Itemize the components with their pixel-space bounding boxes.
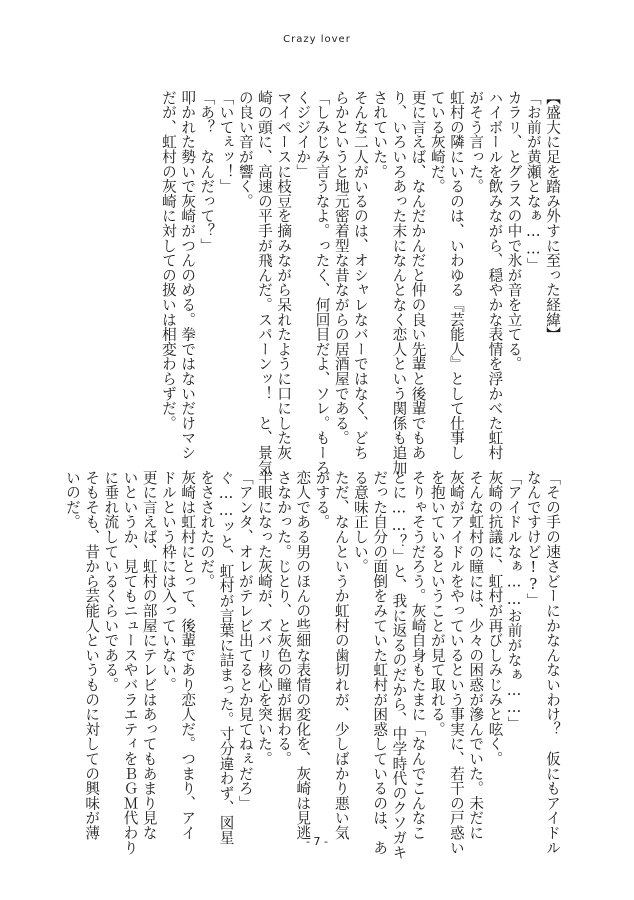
text-line: の良い音が響く。 [236, 90, 254, 209]
page-number: - 7 - [306, 835, 328, 848]
text-line: に垂れ流しているくらいである。 [102, 470, 120, 692]
text-line: いというか、見てもニュースやバラエティをＢＧＭ代わり [121, 470, 139, 855]
text-line: ただ、なんというか虹村の歯切れが、少しばかり悪い気 [332, 470, 350, 840]
running-header: Crazy lover [283, 34, 351, 45]
text-line: 「アンタ、オレがテレビ出てるとか見てねぇだろ」 [236, 470, 254, 811]
text-line: カラリ、とグラスの中で氷が音を立てる。 [505, 90, 523, 372]
section-heading: 【盛大に足を踏み外すに至った経緯】 [544, 90, 561, 342]
text-line: 半眼になった灰崎が、ズバリ核心を突いた。 [255, 470, 273, 766]
text-line: さなかった。じとり、と灰色の瞳が据わる。 [275, 470, 293, 766]
lower-text-block [63, 470, 562, 860]
text-line: そもそも、昔から芸能人というものに対しての興味が薄 [83, 470, 101, 840]
text-line: ぐ……ッと、虹村が言葉に詰まった。寸分違わず、図星 [217, 470, 235, 845]
text-line: がそう言った。 [467, 90, 485, 194]
text-line: ハイボールを飲みながら、穏やかな表情を浮かべた虹村 [486, 90, 504, 460]
text-line: 「アイドルなぁ……お前がなぁ……」 [505, 470, 523, 732]
text-line: そりゃそうだろう。灰崎自身もたまに「なんでこんなこ [409, 470, 427, 840]
text-line: だった自分の面倒をみていた虹村が困惑しているのは、あ [371, 470, 389, 855]
text-line: 虹村の隣にいるのは、いわゆる『芸能人』として仕事し [447, 90, 465, 460]
text-line: なんですけど!?」 [524, 470, 542, 608]
text-line: を抱いているということが見て取れる。 [428, 470, 446, 737]
text-line: ている灰崎だ。 [428, 90, 446, 194]
text-line: マイペースに枝豆を摘みながら呆れたように口にした灰 [275, 90, 293, 460]
text-line: 「いてぇッ！」 [217, 90, 235, 194]
text-line: ドルという枠には入っていない。 [159, 470, 177, 692]
text-line: 灰崎の抗議に、虹村が再びしみじみと呟く。 [486, 470, 504, 766]
text-line: 恋人である男のほんの些細な表情の変化を、灰崎は見逃 [294, 470, 312, 840]
text-line: そんな虹村の瞳には、少々の困惑が滲んでいた。未だに [467, 470, 485, 840]
text-line: いのだ。 [63, 470, 81, 530]
text-line: 更に言えば、なんだかんだと仲の良い先輩と後輩でもあ [409, 90, 427, 460]
text-line: 灰崎は虹村にとって、後輩であり恋人だ。つまり、アイ [179, 470, 197, 840]
text-line: 「しみじみ言うなよ。ったく、何回目だよ、ソレ。もーろ [313, 90, 331, 475]
text-line: がする。 [313, 470, 331, 530]
text-line: とに……？」と、我に返るのだから、中学時代のクソガキ [390, 470, 408, 860]
text-line: をさされたのだ。 [198, 470, 216, 589]
text-line: 「お前が黄瀬となぁ……」 [524, 90, 542, 273]
text-line: 灰崎がアイドルをやっているという事実に、若干の戸惑い [447, 470, 465, 855]
text-line: 「あ？ なんだって？」 [198, 90, 216, 253]
upper-text-block [82, 90, 562, 475]
text-line: 更に言えば、虹村の部屋にテレビはあってもあまり見な [140, 470, 158, 840]
text-line: そんな二人がいるのは、オシャレなバーではなく、どち [351, 90, 369, 460]
text-line: されていた。 [371, 90, 389, 179]
text-line: 崎の頭に、高速の平手が飛んだ。スパーンッ！ と、景気 [255, 90, 273, 475]
text-line: 叩かれた勢いで灰崎がつんのめる。拳ではないだけマシ [179, 90, 197, 460]
text-line: くジジイか」 [294, 90, 312, 179]
text-line: だが、虹村の灰崎に対しての扱いは相変わらずだ。 [159, 90, 177, 431]
text-line: 「その手の速さどーにかなんないわけ？ 仮にもアイドル [544, 470, 561, 855]
text-line: る意味正しい。 [351, 470, 369, 574]
text-line: り、いろいろあった末になんとなく恋人という関係も追加 [390, 90, 408, 475]
text-line: らかというと地元密着型な昔ながらの居酒屋である。 [332, 90, 350, 446]
